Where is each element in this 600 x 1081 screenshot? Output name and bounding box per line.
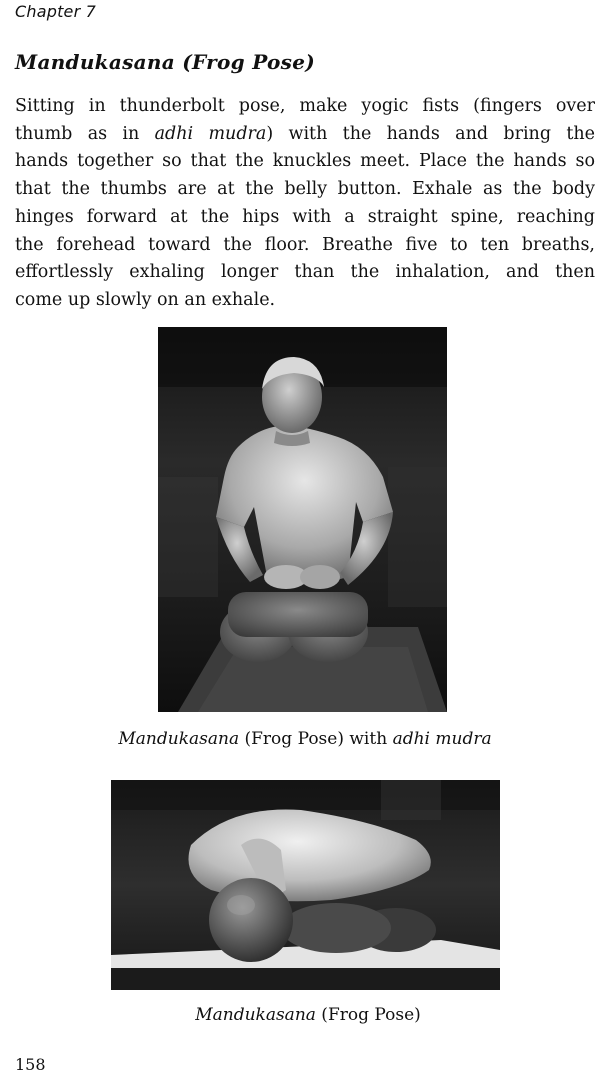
photo-frog-pose-forward-fold xyxy=(111,780,500,990)
paragraph-line: Sitting in thunderbolt pose, make yogic fists (fingers over xyxy=(15,96,595,116)
paragraph-text: thumb as in xyxy=(15,123,155,144)
paragraph-line: that the thumbs are at the belly button. Exhale as the body xyxy=(15,179,595,200)
paragraph-line xyxy=(15,121,595,149)
paragraph-line: effortlessly exhaling longer than the inhalation, and then xyxy=(15,262,595,283)
caption-text: (Frog Pose) with xyxy=(239,729,393,749)
caption-emphasis: Mandukasana xyxy=(118,729,240,749)
photo-frog-pose-seated xyxy=(158,327,447,712)
chapter-header: Chapter 7 xyxy=(15,2,97,21)
paragraph-line: hinges forward at the hips with a straight spine, reaching xyxy=(15,206,595,227)
emphasis-text: adhi mudra xyxy=(154,123,267,144)
caption-text: (Frog Pose) xyxy=(315,1005,421,1025)
paragraph-line: come up slowly on an exhale. xyxy=(15,289,276,310)
body-paragraph xyxy=(15,93,595,315)
paragraph-line: hands together so that the knuckles meet. Place the hands so xyxy=(15,151,595,172)
figure-caption xyxy=(8,1005,600,1025)
paragraph-line: the forehead toward the floor. Breathe five to ten breaths, xyxy=(15,234,595,255)
figure-caption xyxy=(5,729,600,749)
caption-emphasis: Mandukasana xyxy=(195,1005,316,1025)
paragraph-text: ) with the hands and bring the xyxy=(266,123,595,144)
page-number: 158 xyxy=(15,1055,46,1074)
section-title: Mandukasana (Frog Pose) xyxy=(15,50,315,74)
caption-emphasis: adhi mudra xyxy=(392,729,492,749)
